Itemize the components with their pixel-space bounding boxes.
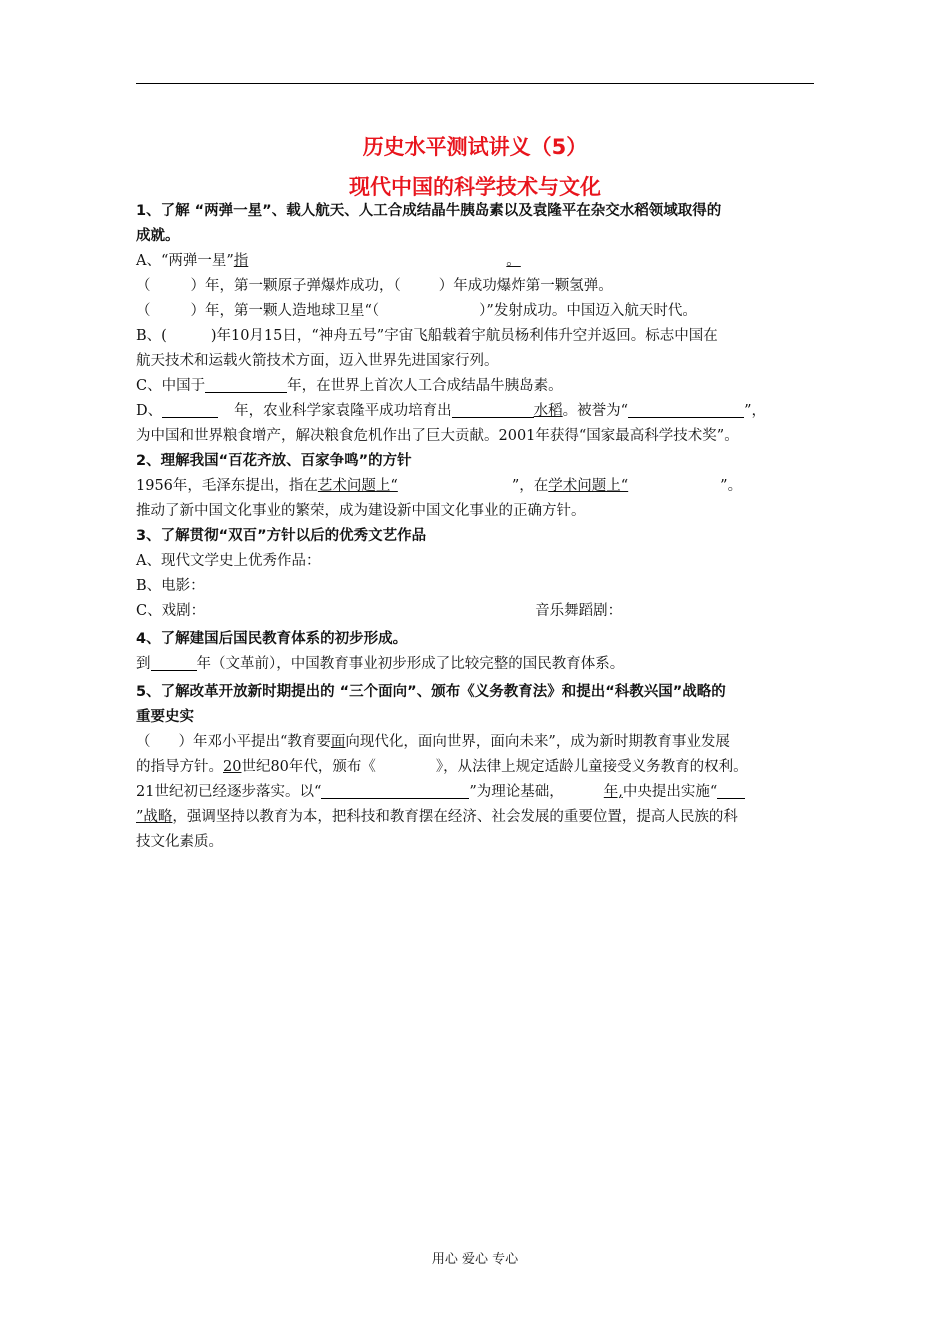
- line-1a: A、“两弹一星”指 。: [136, 253, 521, 269]
- section-1-heading-cont: 成就。: [136, 228, 180, 244]
- line-5b: 的指导方针。20世纪80年代，颁布《 》，从法律上规定适龄儿童接受义务教育的权利。: [136, 759, 748, 775]
- line-2a: 1956年，毛泽东提出，指在艺术问题上“ ”，在学术问题上“ ”。: [136, 478, 743, 494]
- line-2b: 推动了新中国文化事业的繁荣，成为建设新中国文化事业的正确方针。: [136, 503, 586, 519]
- line-5d: ”战略，强调坚持以教育为本，把科技和教育摆在经济、社会发展的重要位置，提高人民族的科: [136, 809, 738, 825]
- section-5-heading-cont: 重要史实: [136, 709, 194, 725]
- line-5e: 技文化素质。: [136, 834, 223, 850]
- line-1a3: （ ）年，第一颗人造地球卫星“（ ）”发射成功。中国迈入航天时代。: [136, 303, 697, 319]
- line-1d1: D、 年，农业科学家袁隆平成功培育出 水稻。被誉为“ ”，: [136, 399, 826, 424]
- section-1-heading: 1、了解 “两弹一星”、载人航天、人工合成结晶牛胰岛素以及袁隆平在杂交水稻领域取得的: [136, 203, 722, 219]
- line-3c: C、戏剧： 音乐舞蹈剧：: [136, 603, 623, 619]
- page-footer: 用心 爱心 专心: [431, 1252, 519, 1267]
- section-3-heading: 3、了解贯彻“双百”方针以后的优秀文艺作品: [136, 528, 427, 544]
- line-4a: 到 年（文革前），中国教育事业初步形成了比较完整的国民教育体系。: [136, 652, 826, 677]
- line-1d2: 为中国和世界粮食增产，解决粮食危机作出了巨大贡献。2001年获得“国家最高科学技术奖”。: [136, 428, 739, 444]
- line-3b: B、电影：: [136, 578, 205, 594]
- page-title: 历史水平测试讲义（5）: [362, 135, 588, 159]
- line-1c: C、中国于 年，在世界上首次人工合成结晶牛胰岛素。: [136, 374, 826, 399]
- section-5-heading: 5、了解改革开放新时期提出的 “三个面向”、颁布《义务教育法》和提出“科教兴国”战略的: [136, 684, 726, 700]
- header-rule: [136, 83, 814, 84]
- section-4-heading: 4、了解建国后国民教育体系的初步形成。: [136, 631, 408, 647]
- line-3a: A、现代文学史上优秀作品：: [136, 553, 321, 569]
- page-subtitle: 现代中国的科学技术与文化: [349, 175, 601, 199]
- line-5c: 21世纪初已经逐步落实。以“ ”为理论基础， 年,中央提出实施“: [136, 780, 826, 805]
- document-body: [136, 199, 826, 855]
- line-5a: （ ）年邓小平提出“教育要面向现代化，面向世界，面向未来”，成为新时期教育事业发展: [136, 734, 730, 750]
- line-1a2: （ ）年，第一颗原子弹爆炸成功，（ ）年成功爆炸第一颗氢弹。: [136, 278, 613, 294]
- line-1b2: 航天技术和运载火箭技术方面，迈入世界先进国家行列。: [136, 353, 499, 369]
- section-2-heading: 2、理解我国“百花齐放、百家争鸣”的方针: [136, 453, 412, 469]
- line-1b1: B、( )年10月15日，“神舟五号”宇宙飞船载着宇航员杨利伟升空并返回。标志中国在: [136, 328, 718, 344]
